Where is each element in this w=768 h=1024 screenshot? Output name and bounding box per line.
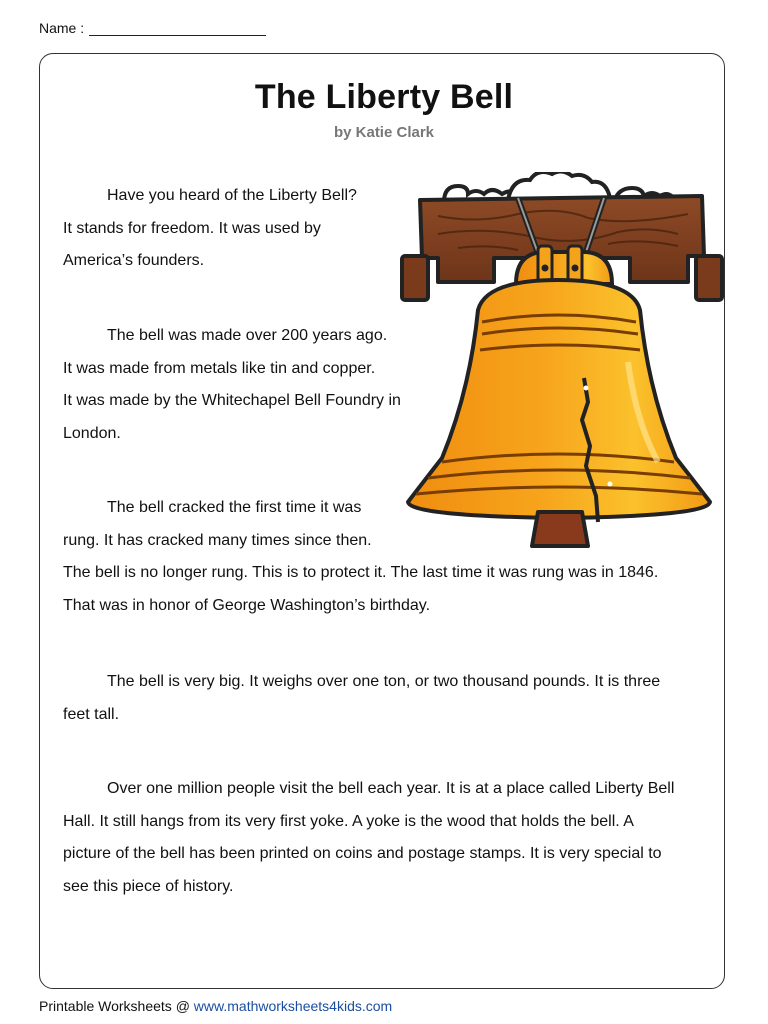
paragraph-line: The bell is no longer rung. This is to protect it. The last time it was rung was in 1846. (63, 564, 659, 581)
paragraph-line: see this piece of history. (63, 877, 234, 895)
paragraph-line: Have you heard of the Liberty Bell? (107, 187, 357, 204)
paragraph-line: Hall. It still hangs from its very first yoke. A yoke is the wood that holds the bell. A (63, 812, 634, 830)
paragraph-line: rung. It has cracked many times since then. (63, 531, 372, 549)
paragraph-line: It was made from metals like tin and copper. (63, 359, 376, 377)
name-label: Name : (39, 20, 85, 36)
footer-website-link[interactable]: www.mathworksheets4kids.com (193, 998, 393, 1014)
paragraph-line: That was in honor of George Washington’s birthday. (63, 596, 431, 614)
paragraph-line: Over one million people visit the bell each year. It is at a place called Liberty Bell (107, 780, 675, 797)
paragraph-line: The bell cracked the first time it was (107, 499, 362, 516)
name-blank-line[interactable] (89, 17, 266, 36)
paragraph-line: London. (63, 424, 121, 442)
footer-prefix: Printable Worksheets @ (39, 998, 194, 1014)
paragraph-line: America’s founders. (63, 252, 205, 269)
paragraph-2 (63, 320, 433, 450)
footer-credit (39, 998, 392, 1014)
paragraph-5 (63, 773, 713, 903)
paragraph-line: The bell was made over 200 years ago. (107, 327, 388, 344)
liberty-bell-icon (398, 172, 728, 550)
author-byline: by Katie Clark (333, 124, 435, 141)
paragraph-line: It stands for freedom. It was used by (63, 219, 321, 237)
paragraph-line: It was made by the Whitechapel Bell Foundry in (63, 392, 401, 409)
paragraph-line: feet tall. (63, 705, 120, 723)
paragraph-line: The bell is very big. It weighs over one ton, or two thousand pounds. It is three (107, 673, 661, 690)
worksheet-title: The Liberty Bell (254, 78, 514, 116)
paragraph-1 (63, 180, 403, 278)
name-field (39, 17, 266, 36)
paragraph-line: picture of the bell has been printed on coins and postage stamps. It is very special to (63, 845, 662, 862)
paragraph-4 (63, 666, 713, 731)
